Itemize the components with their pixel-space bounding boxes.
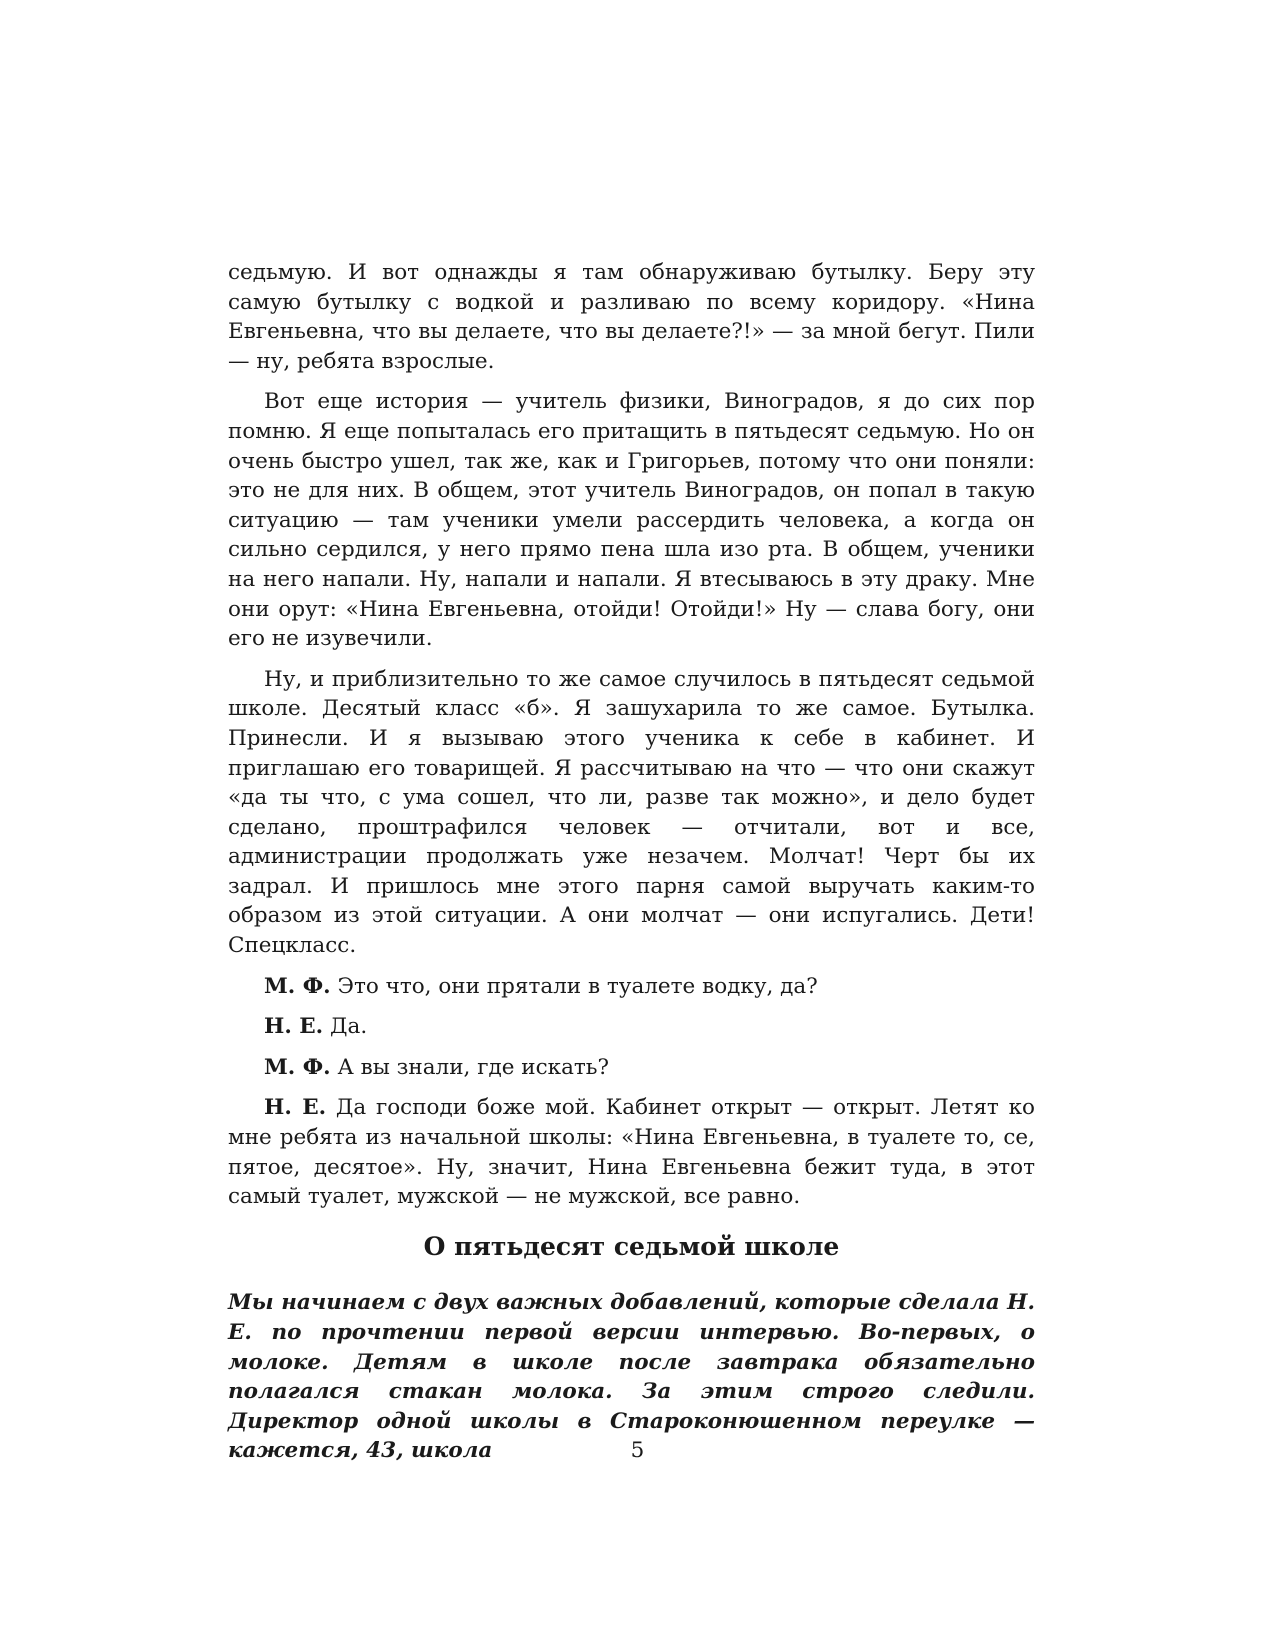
section-intro: Мы начинаем с двух важных добавлений, которые сделала Н. Е. по прочтении первой версии интервью. Во-первых, о молоке. Детям в школе после завтрака обязательно полагался стакан молока. За этим строго следили. Директор одной школы в Староконюшенном переулке — кажется, 43, школа: [228, 1290, 1035, 1464]
dialogue-line: [228, 1053, 1035, 1083]
page-body: [228, 258, 1035, 1466]
section-heading: О пятьдесят седьмой школе: [423, 1231, 840, 1261]
speaker-label: М. Ф.: [264, 973, 331, 999]
speaker-label: Н. Е.: [264, 1095, 327, 1121]
paragraph: Вот еще история — учитель физики, Виноградов, я до сих пор помню. Я еще попыталась его притащить в пятьдесят седьмую. Но он очень быстро ушел, так же, как и Григорьев, потому что они поняли: это не для них. В общем, этот учитель Виноградов, он попал в такую ситуацию — там ученики умели рассердить человека, а когда он сильно сердился, у него прямо пена шла изо рта. В общем, ученики на него напали. Ну, напали и напали. Я втесываюсь в эту драку. Мне они орут: «Нина Евгеньевна, отойди! Отойди!» Ну — слава богу, они его не изувечили.: [228, 389, 1035, 652]
dialogue-text: А вы знали, где искать?: [337, 1054, 610, 1080]
dialogue-line: [228, 972, 1035, 1002]
dialogue-line: [228, 1012, 1035, 1042]
paragraph: седьмую. И вот однажды я там обнаруживаю бутылку. Беру эту самую бутылку с водкой и разливаю по всему коридору. «Нина Евгеньевна, что вы делаете, что вы делаете?!» — за мной бегут. Пили — ну, ребята взрослые.: [228, 260, 1035, 374]
dialogue-text: Это что, они прятали в туалете водку, да?: [337, 973, 818, 999]
page-number: 5: [630, 1438, 645, 1463]
paragraph: Ну, и приблизительно то же самое случилось в пятьдесят седьмой школе. Десятый класс «б». Я зашухарила то же самое. Бутылка. Принесли. И я вызываю этого ученика к себе в кабинет. И приглашаю его товарищей. Я рассчитываю на что — что они скажут «да ты что, с ума сошел, что ли, разве так можно», и дело будет сделано, проштрафился человек — отчитали, вот и все, администрации продолжать уже незачем. Молчат! Черт бы их задрал. И пришлось мне этого парня самой выручать каким-то образом из этой ситуации. А они молчат — они испугались. Дети! Спецкласс.: [228, 666, 1035, 959]
dialogue-line: [228, 1093, 1035, 1211]
speaker-label: М. Ф.: [264, 1054, 331, 1080]
speaker-label: Н. Е.: [264, 1014, 324, 1040]
dialogue-text: Да господи боже мой. Кабинет открыт — открыт. Летят ко мне ребята из начальной школы: «Нина Евгеньевна, в туалете то, се, пятое, десятое». Ну, значит, Нина Евгеньевна бежит туда, в этот самый туалет, мужской — не мужской, все равно.: [228, 1095, 1035, 1210]
dialogue-text: Да.: [330, 1014, 368, 1040]
